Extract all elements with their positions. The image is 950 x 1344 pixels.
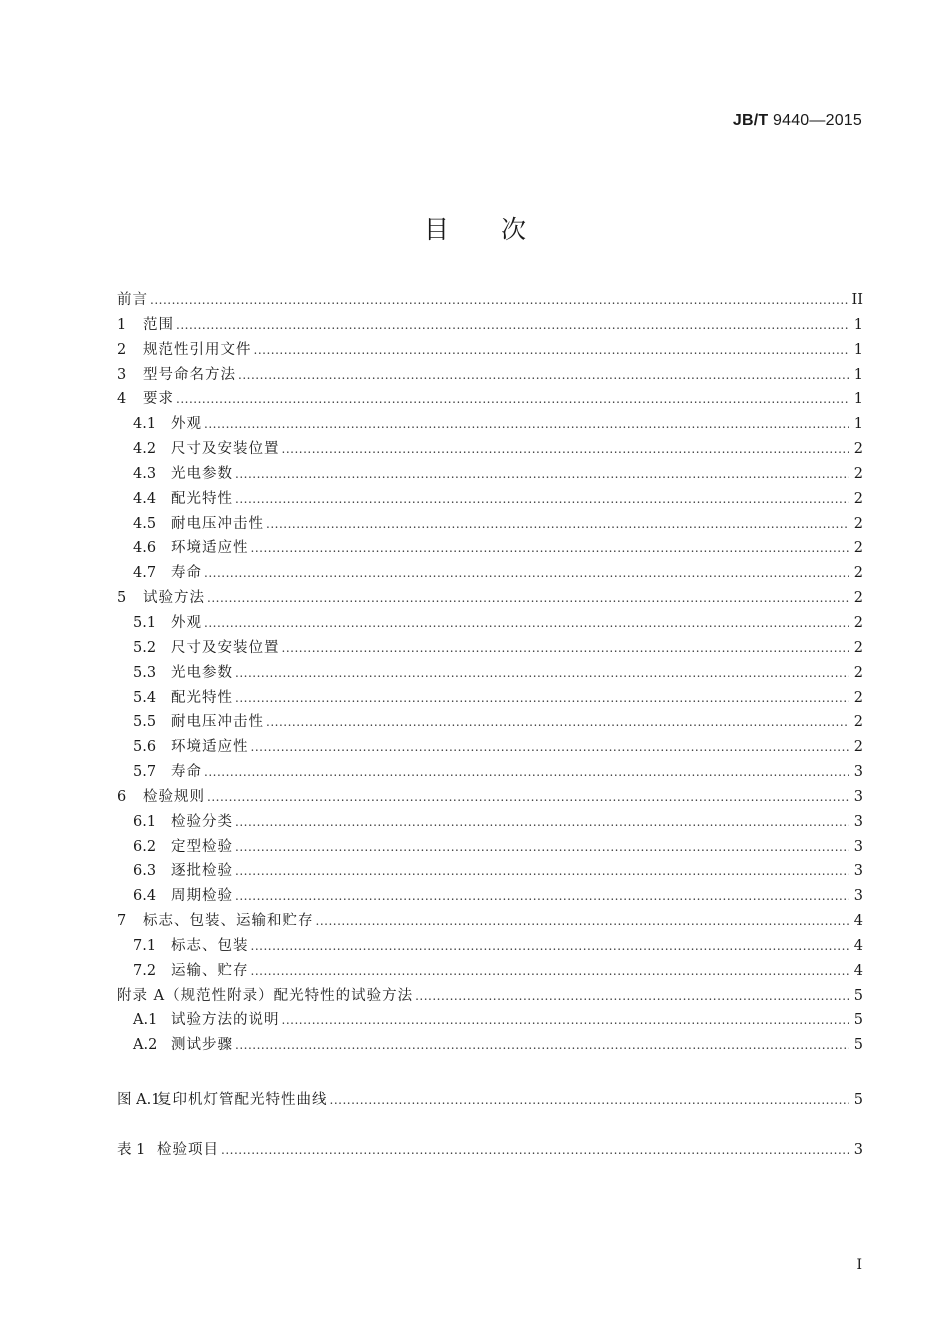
entry-label: 定型检验 <box>171 838 233 855</box>
entry-number: 7.2 <box>133 962 157 979</box>
entry-page: 2 <box>853 739 863 756</box>
dot-leader <box>266 710 849 735</box>
dot-leader <box>235 462 849 487</box>
entry-number: 6.3 <box>133 863 157 880</box>
entry-page: 2 <box>853 714 863 731</box>
dot-leader <box>415 984 849 1009</box>
entry-label: 标志、包装、运输和贮存 <box>143 913 314 930</box>
entry-number: 4.6 <box>133 540 157 557</box>
entry-page: 2 <box>853 441 863 458</box>
entry-label: 要求 <box>143 391 174 408</box>
entry-page: 3 <box>853 764 863 781</box>
entry-page: 1 <box>853 391 863 408</box>
entry-page: 2 <box>853 515 863 532</box>
toc-entry[interactable] <box>117 661 863 686</box>
entry-number: 4.3 <box>133 465 157 482</box>
dot-leader <box>176 387 849 412</box>
entry-page: 3 <box>853 788 863 805</box>
dot-leader <box>204 760 849 785</box>
entry-number: A.2 <box>133 1037 158 1054</box>
entry-label: 运输、贮存 <box>171 962 249 979</box>
entry-label: 测试步骤 <box>171 1037 233 1054</box>
entry-page: 2 <box>853 490 863 507</box>
dot-leader <box>251 536 850 561</box>
entry-label: 周期检验 <box>171 888 233 905</box>
entry-label: 耐电压冲击性 <box>171 515 264 532</box>
toc-entry[interactable] <box>117 437 863 462</box>
entry-number: 6.4 <box>133 888 157 905</box>
dot-leader <box>150 288 849 313</box>
dot-leader <box>251 735 850 760</box>
figure-list <box>117 1088 863 1113</box>
toc-entry[interactable] <box>117 859 863 884</box>
toc-entry[interactable] <box>117 512 863 537</box>
entry-label: 光电参数 <box>171 664 233 681</box>
dot-leader <box>235 884 849 909</box>
entry-label: 型号命名方法 <box>143 366 236 383</box>
dot-leader <box>176 313 849 338</box>
page-title <box>0 210 950 246</box>
toc-entry[interactable] <box>117 934 863 959</box>
entry-number: 6.1 <box>133 813 157 830</box>
entry-page: 2 <box>853 565 863 582</box>
entry-page: 3 <box>853 813 863 830</box>
dot-leader <box>204 412 849 437</box>
title-char-left: 目 <box>423 215 449 244</box>
dot-leader <box>207 586 849 611</box>
toc-entry[interactable] <box>117 686 863 711</box>
entry-page: 5 <box>853 987 863 1004</box>
table-of-contents <box>117 288 863 1058</box>
toc-entry[interactable] <box>117 959 863 984</box>
entry-label: 环境适应性 <box>171 739 249 756</box>
dot-leader <box>235 487 849 512</box>
entry-label: 外观 <box>171 416 202 433</box>
entry-label: 耐电压冲击性 <box>171 714 264 731</box>
standard-number: 9440—2015 <box>773 112 862 129</box>
toc-entry[interactable] <box>117 313 863 338</box>
dot-leader <box>266 512 849 537</box>
table-entry[interactable] <box>117 1138 863 1163</box>
entry-number: 3 <box>117 366 127 383</box>
dot-leader <box>221 1138 849 1163</box>
dot-leader <box>235 835 849 860</box>
entry-label: 试验方法 <box>143 590 205 607</box>
toc-entry[interactable] <box>117 984 863 1009</box>
entry-page: II <box>851 292 863 308</box>
toc-entry[interactable] <box>117 1033 863 1058</box>
dot-leader <box>251 959 850 984</box>
dot-leader <box>235 661 849 686</box>
entry-page: 2 <box>853 614 863 631</box>
dot-leader <box>204 561 849 586</box>
dot-leader <box>282 1008 850 1033</box>
standard-prefix: JB/T <box>732 112 769 129</box>
entry-page: 3 <box>853 888 863 905</box>
entry-number: 2 <box>117 341 127 358</box>
toc-entry[interactable] <box>117 462 863 487</box>
entry-number: 5.1 <box>133 614 157 631</box>
toc-entry[interactable] <box>117 835 863 860</box>
toc-entry[interactable] <box>117 735 863 760</box>
entry-page: 4 <box>853 962 863 979</box>
entry-label: 附录 A（规范性附录）配光特性的试验方法 <box>117 987 414 1004</box>
entry-number: 5.3 <box>133 664 157 681</box>
entry-page: 2 <box>853 590 863 607</box>
toc-entry[interactable] <box>117 884 863 909</box>
entry-label: 试验方法的说明 <box>171 1012 280 1029</box>
entry-label: 配光特性 <box>171 490 233 507</box>
dot-leader <box>235 859 849 884</box>
toc-entry[interactable] <box>117 1008 863 1033</box>
toc-entry[interactable] <box>117 810 863 835</box>
entry-label: 配光特性 <box>171 689 233 706</box>
entry-page: 5 <box>853 1012 863 1029</box>
entry-page: 3 <box>853 1142 863 1158</box>
title-char-right: 次 <box>501 215 527 244</box>
entry-number: 表 1 <box>117 1142 146 1158</box>
entry-label: 尺寸及安装位置 <box>171 639 280 656</box>
toc-entry[interactable] <box>117 636 863 661</box>
entry-number: 4.2 <box>133 441 157 458</box>
entry-number: 6 <box>117 788 127 805</box>
entry-number: 4.4 <box>133 490 157 507</box>
entry-label: 检验项目 <box>157 1142 219 1158</box>
entry-number: 5.6 <box>133 739 157 756</box>
dot-leader <box>251 934 850 959</box>
table-list <box>117 1138 863 1163</box>
toc-entry[interactable] <box>117 586 863 611</box>
entry-page: 3 <box>853 863 863 880</box>
entry-page: 4 <box>853 913 863 930</box>
dot-leader <box>207 785 849 810</box>
entry-number: 图 A.1 <box>117 1092 161 1108</box>
figure-entry[interactable] <box>117 1088 863 1113</box>
toc-entry[interactable] <box>117 487 863 512</box>
entry-page: 2 <box>853 465 863 482</box>
entry-label: 规范性引用文件 <box>143 341 252 358</box>
entry-label: 复印机灯管配光特性曲线 <box>157 1092 328 1108</box>
toc-entry[interactable] <box>117 710 863 735</box>
entry-page: 1 <box>853 366 863 383</box>
entry-label: 检验规则 <box>143 788 205 805</box>
toc-entry[interactable] <box>117 363 863 388</box>
entry-label: 环境适应性 <box>171 540 249 557</box>
entry-label: 尺寸及安装位置 <box>171 441 280 458</box>
toc-entry[interactable] <box>117 387 863 412</box>
dot-leader <box>316 909 850 934</box>
dot-leader <box>254 338 850 363</box>
entry-page: 1 <box>853 341 863 358</box>
entry-number: A.1 <box>133 1012 158 1029</box>
entry-page: 5 <box>853 1092 863 1108</box>
toc-entry[interactable] <box>117 909 863 934</box>
toc-entry[interactable] <box>117 760 863 785</box>
entry-number: 5.7 <box>133 764 157 781</box>
toc-entry[interactable] <box>117 412 863 437</box>
toc-entry[interactable] <box>117 785 863 810</box>
toc-entry[interactable] <box>117 611 863 636</box>
entry-label: 光电参数 <box>171 465 233 482</box>
toc-entry[interactable] <box>117 288 863 313</box>
entry-number: 7 <box>117 913 127 930</box>
entry-label: 标志、包装 <box>171 937 249 954</box>
dot-leader <box>235 686 849 711</box>
dot-leader <box>235 1033 849 1058</box>
entry-label: 寿命 <box>171 565 202 582</box>
dot-leader <box>238 363 849 388</box>
entry-number: 4.7 <box>133 565 157 582</box>
entry-number: 5.4 <box>133 689 157 706</box>
dot-leader <box>204 611 849 636</box>
entry-page: 2 <box>853 639 863 656</box>
entry-label: 逐批检验 <box>171 863 233 880</box>
dot-leader <box>282 636 850 661</box>
entry-page: 5 <box>853 1037 863 1054</box>
entry-number: 1 <box>117 316 127 333</box>
entry-label: 检验分类 <box>171 813 233 830</box>
entry-label: 外观 <box>171 614 202 631</box>
entry-page: 4 <box>853 937 863 954</box>
entry-number: 6.2 <box>133 838 157 855</box>
entry-page: 3 <box>853 838 863 855</box>
toc-entry[interactable] <box>117 561 863 586</box>
toc-entry[interactable] <box>117 536 863 561</box>
entry-number: 7.1 <box>133 937 157 954</box>
entry-label: 前言 <box>117 292 148 308</box>
entry-page: 1 <box>853 416 863 433</box>
entry-number: 5 <box>117 590 127 607</box>
entry-number: 5.2 <box>133 639 157 656</box>
entry-page: 2 <box>853 689 863 706</box>
entry-number: 5.5 <box>133 714 157 731</box>
dot-leader <box>330 1088 850 1113</box>
entry-page: 2 <box>853 540 863 557</box>
dot-leader <box>235 810 849 835</box>
page-number: I <box>856 1257 862 1273</box>
entry-label: 范围 <box>143 316 174 333</box>
entry-number: 4.5 <box>133 515 157 532</box>
toc-entry[interactable] <box>117 338 863 363</box>
entry-label: 寿命 <box>171 764 202 781</box>
entry-number: 4 <box>117 391 127 408</box>
standard-code <box>733 112 862 130</box>
dot-leader <box>282 437 850 462</box>
entry-page: 2 <box>853 664 863 681</box>
entry-number: 4.1 <box>133 416 157 433</box>
entry-page: 1 <box>853 316 863 333</box>
